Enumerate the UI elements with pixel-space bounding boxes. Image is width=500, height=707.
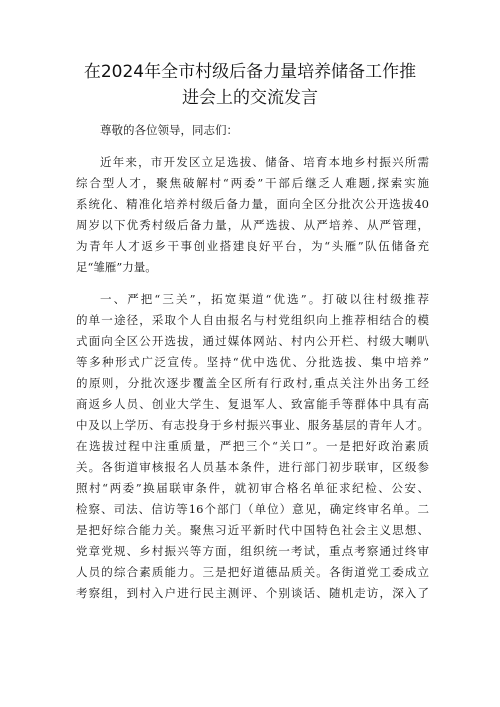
paragraph-2-line: 一、严把“三关”，拓宽渠道“优选”。打破以往村级推荐 (100, 292, 429, 306)
paragraph-1-line: 为青年人才返乡干事创业搭建良好平台，为“头雁”队伍储备充 (76, 239, 429, 253)
paragraph-2-line: 商返乡人员、创业大学生、复退军人、致富能手等群体中具有高 (76, 397, 429, 411)
paragraph-1-line: 综合型人才，聚焦破解村“两委”干部后继乏人难题,探索实施 (76, 176, 429, 190)
paragraph-1-line: 周岁以下优秀村级后备力量，从严选拔、从严培养、从严管理， (76, 218, 429, 232)
paragraph-2-line: 是把好综合能力关。聚焦习近平新时代中国特色社会主义思想、 (76, 523, 429, 537)
document-title-line-1: 在2024年全市村级后备力量培养储备工作推 (83, 62, 417, 82)
paragraph-2-line: 检察、司法、信访等16个部门（单位）意见，确定终审名单。二 (76, 502, 429, 516)
paragraph-1-line: 近年来，市开发区立足选拔、储备、培育本地乡村振兴所需 (100, 155, 429, 169)
paragraph-2-line: 中及以上学历、有志投身于乡村振兴事业、服务基层的青年人才。 (76, 418, 429, 432)
paragraph-2-line: 等多种形式广泛宣传。坚持“优中选优、分批选拔、集中培养” (76, 355, 429, 369)
paragraph-1-line: 足“雏雁”力量。 (76, 260, 157, 274)
salutation: 尊敬的各位领导，同志们： (100, 123, 238, 137)
paragraph-2-line: 的单一途径，采取个人自由报名与村党组织向上推荐相结合的模 (76, 313, 429, 327)
paragraph-2-line: 考察组，到村入户进行民主测评、个别谈话、随机走访，深入了 (76, 586, 429, 600)
paragraph-2-line: 的原则，分批次逐步覆盖全区所有行政村,重点关注外出务工经 (76, 376, 429, 390)
paragraph-2-line: 照村“两委”换届联审条件，就初审合格名单征求纪检、公安、 (76, 481, 429, 495)
paragraph-2-line: 关。各街道审核报名人员基本条件，进行部门初步联审，区级参 (76, 460, 429, 474)
paragraph-2-line: 式面向全区公开选拔，通过媒体网站、村内公开栏、村级大喇叭 (76, 334, 429, 348)
document-title-line-2: 进会上的交流发言 (182, 88, 318, 108)
paragraph-1-line: 系统化、精准化培养村级后备力量，面向全区分批次公开选拔40 (76, 197, 429, 211)
paragraph-2-line: 人员的综合素质能力。三是把好道德品质关。各街道党工委成立 (76, 565, 429, 579)
paragraph-2-line: 党章党规、乡村振兴等方面，组织统一考试，重点考察通过终审 (76, 544, 429, 558)
paragraph-2-line: 在选拔过程中注重质量，严把三个“关口”。一是把好政治素质 (76, 439, 429, 453)
